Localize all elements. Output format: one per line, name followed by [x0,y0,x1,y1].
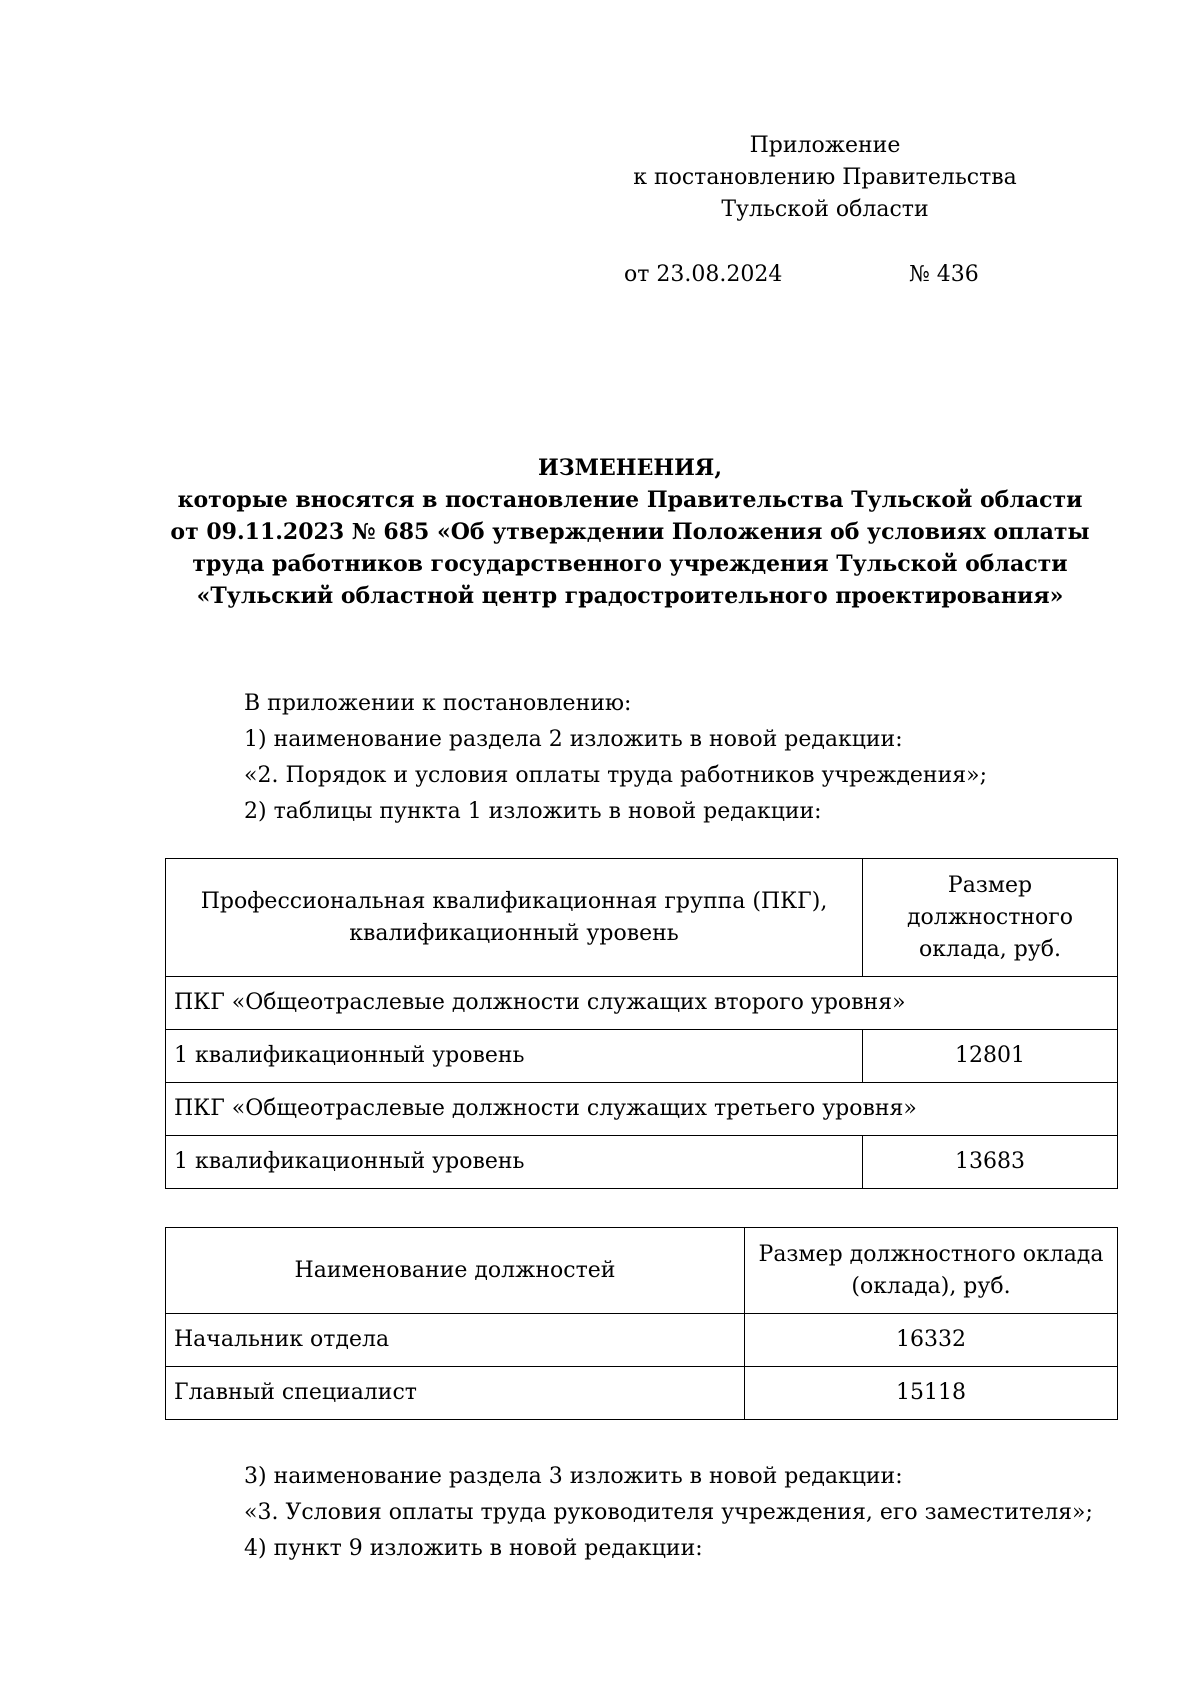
table-row [166,1367,1118,1420]
table-header-row [166,1228,1118,1314]
header-text: (оклада), руб. [851,1273,1011,1299]
title-line-5: «Тульский областной центр градостроительного проектирования» [196,583,1064,609]
header-cell-pkg [166,859,863,977]
header-text: Профессиональная квалификационная группа (ПКГ), [200,888,828,914]
table-row [166,1030,1118,1083]
paragraph: «3. Условия оплаты труда руководителя учреждения, его заместителя»; [244,1500,1093,1525]
date-number-line [624,259,1004,291]
paragraph: 4) пункт 9 изложить в новой редакции: [244,1536,703,1561]
header-text: квалификационный уровень [349,920,679,946]
header-text: должностного [906,904,1074,930]
table-row [166,1314,1118,1367]
position-salary-table [165,1227,1118,1420]
title-line-3: от 09.11.2023 № 685 «Об утверждении Положения об условиях оплаты [170,519,1090,545]
body-paragraphs-bottom [244,1459,1124,1567]
header-text: Размер должностного оклада [758,1241,1104,1267]
title-line-1: ИЗМЕНЕНИЯ, [538,455,722,481]
body-paragraphs-top [244,686,1124,830]
paragraph: 3) наименование раздела 3 изложить в новой редакции: [244,1464,903,1489]
value-cell: 12801 [863,1030,1118,1083]
paragraph: 2) таблицы пункта 1 изложить в новой редакции: [244,799,822,824]
header-cell-salary [863,859,1118,977]
header-cell-position: Наименование должностей [166,1228,745,1314]
group-cell: ПКГ «Общеотраслевые должности служащих второго уровня» [166,977,1118,1030]
appendix-line-3: Тульской области [721,197,929,222]
appendix-line-2: к постановлению Правительства [633,165,1017,190]
table-header-row [166,859,1118,977]
header-text: Размер [947,872,1033,898]
position-cell: Начальник отдела [166,1314,745,1367]
paragraph: «2. Порядок и условия оплаты труда работников учреждения»; [244,763,987,788]
document-number: № 436 [909,262,979,287]
table-row [166,1083,1118,1136]
value-cell: 16332 [745,1314,1118,1367]
appendix-line-1: Приложение [749,133,901,158]
table-row [166,1136,1118,1189]
document-title [160,452,1100,612]
title-line-2: которые вносятся в постановление Правительства Тульской области [177,487,1083,513]
header-text: оклада, руб. [918,936,1061,962]
paragraph: В приложении к постановлению: [244,691,632,716]
value-cell: 15118 [745,1367,1118,1420]
table-row [166,977,1118,1030]
pkg-salary-table [165,858,1118,1189]
appendix-header [610,130,1040,226]
group-cell: ПКГ «Общеотраслевые должности служащих третьего уровня» [166,1083,1118,1136]
position-cell: Главный специалист [166,1367,745,1420]
level-cell: 1 квалификационный уровень [166,1136,863,1189]
level-cell: 1 квалификационный уровень [166,1030,863,1083]
title-line-4: труда работников государственного учреждения Тульской области [192,551,1068,577]
paragraph: 1) наименование раздела 2 изложить в новой редакции: [244,727,903,752]
header-cell-salary [745,1228,1118,1314]
document-date: от 23.08.2024 [624,262,783,287]
value-cell: 13683 [863,1136,1118,1189]
